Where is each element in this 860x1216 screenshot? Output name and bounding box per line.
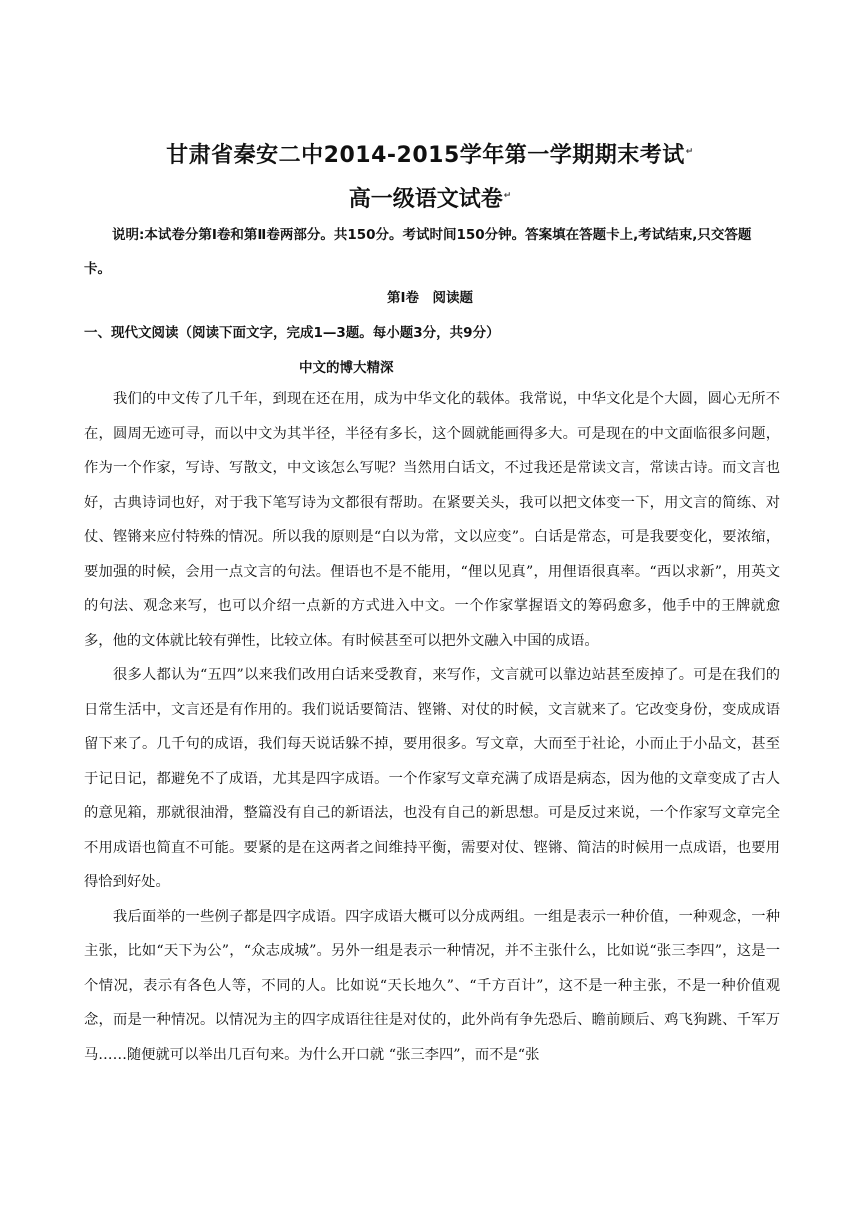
article-paragraph: 很多人都认为“五四”以来我们改用白话来受教育，来写作，文言就可以靠边站甚至废掉了。可是在我们的日常生活中，文言还是有作用的。我们说话要简洁、铿锵、对仗的时候，文言就来了。它改变身份，变成成语留下来了。几千句的成语，我们每天说话躲不掉，要用很多。写文章，大而至于社论，小而止于小品文，甚至于记日记，都避免不了成语，尤其是四字成语。一个作家写文章充满了成语是病态，因为他的文章变成了古人的意见箱，那就很油滑，整篇没有自己的新语法，也没有自己的新思想。可是反过来说，一个作家写文章完全不用成语也简直不可能。要紧的是在这两者之间维持平衡，需要对仗、铿锵、简洁的时候用一点成语，也要用得恰到好处。 [84,667,780,890]
exam-title [0,138,860,169]
exam-instructions: 说明:本试卷分第Ⅰ卷和第Ⅱ卷两部分。共150分。考试时间150分钟。答案填在答题卡上,考试结束,只交答题卡。 [84,227,752,277]
exam-title-text: 甘肃省秦安二中2014-2015学年第一学期期末考试 [166,143,685,168]
paragraph-mark-icon: ↵ [503,190,512,201]
exam-subtitle [0,182,860,213]
article-paragraph: 我后面举的一些例子都是四字成语。四字成语大概可以分成两组。一组是表示一种价值，一种观念，一种主张，比如“天下为公”，“众志成城”。另外一组是表示一种情况，并不主张什么，比如说“张三李四”，这是一个情况，表示有各色人等，不同的人。比如说“天长地久”、“千方百计”，这不是一种主张，不是一种价值观念，而是一种情况。以情况为主的四字成语往往是对仗的，此外尚有争先恐后、瞻前顾后、鸡飞狗跳、千军万马……随便就可以举出几百句来。为什么开口就 “张三李四”，而不是“张 [84,908,780,1063]
article-title: 中文的博大精深 [299,360,394,376]
question-heading: 一、现代文阅读（阅读下面文字，完成1—3题。每小题3分，共9分） [84,325,500,341]
paragraph-mark-icon: ↵ [685,146,694,157]
section-title: 第Ⅰ卷 阅读题 [386,290,474,306]
exam-subtitle-text: 高一级语文试卷 [348,187,503,212]
article-paragraph: 我们的中文传了几千年，到现在还在用，成为中华文化的载体。我常说，中华文化是个大圆，圆心无所不在，圆周无迹可寻，而以中文为其半径，半径有多长，这个圆就能画得多大。可是现在的中文面临很多问题，作为一个作家，写诗、写散文，中文该怎么写呢？当然用白话文，不过我还是常读文言，常读古诗。而文言也好，古典诗词也好，对于我下笔写诗为文都很有帮助。在紧要关头，我可以把文体变一下，用文言的简练、对仗、铿锵来应付特殊的情况。所以我的原则是“白以为常，文以应变”。白话是常态，可是我要变化，要浓缩，要加强的时候，会用一点文言的句法。俚语也不是不能用，“俚以见真”，用俚语很真率。“西以求新”，用英文的句法、观念来写，也可以介绍一点新的方式进入中文。一个作家掌握语文的筹码愈多，他手中的王牌就愈多，他的文体就比较有弹性，比较立体。有时候甚至可以把外文融入中国的成语。 [84,391,780,649]
article-body [84,382,780,1072]
